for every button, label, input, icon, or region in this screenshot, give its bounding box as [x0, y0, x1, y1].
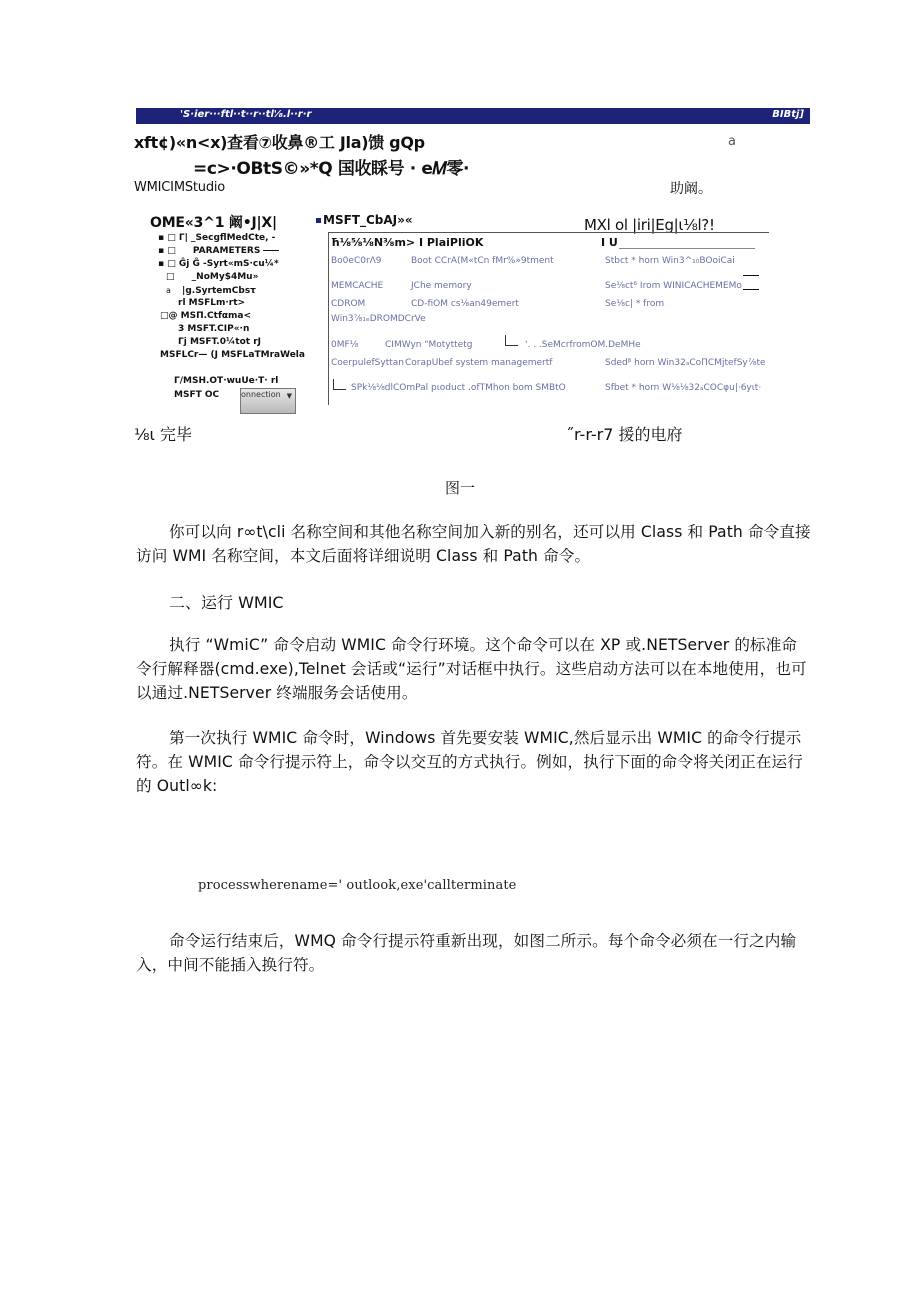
tree-node-label: 3 MSFT.CIP«·n: [178, 324, 250, 334]
dropdown-arrow-icon: ▼: [286, 392, 292, 400]
grid-cell[interactable]: '. . .SeMcrfromOM.DeMHe: [525, 340, 641, 350]
tree-node-label: PARAMETERS: [192, 246, 261, 256]
tree-node-label: MSΠ.Ctfαma<: [180, 311, 252, 321]
grid-mark: [743, 289, 759, 290]
tree-marker: □: [166, 272, 175, 282]
tree-node[interactable]: [158, 245, 279, 258]
class-name-label: MSFT_CbAJ»«: [323, 213, 413, 227]
grid-cell[interactable]: MEMCACHE: [331, 281, 384, 291]
grid-header-right[interactable]: I U: [601, 236, 618, 249]
instances-grid: [328, 232, 769, 405]
tree-divider: [263, 250, 279, 251]
tree-marker: □@: [160, 311, 178, 321]
tree-node-label: rl MSFLm·rt>: [178, 298, 246, 308]
menu-bar-tail: a: [728, 134, 736, 149]
window-titlebar: [136, 108, 810, 124]
grid-cell[interactable]: Sfbet * horn W⅛⅛32ₐCOCφu|·6yιt·: [605, 383, 762, 393]
toolbar[interactable]: =c>·OBtS©»*Q 国收睬号 · e𝑀零·: [193, 159, 470, 179]
tree-node[interactable]: [178, 336, 261, 349]
tree-node[interactable]: [160, 349, 305, 362]
grid-header-left[interactable]: ħ⅛⅝⅛N⅜m> I PlaiPliOK: [331, 236, 484, 249]
grid-cell[interactable]: Win3⅞₁ₑDROMDCrVe: [331, 314, 426, 324]
grid-cell[interactable]: CD-fiOM cs⅛an49emert: [411, 299, 519, 309]
window-title: 'S·ier···ftl··t··r··tl'⁄₈.l··r·r: [180, 109, 312, 120]
tree-node-label: MSFT OC: [174, 390, 220, 400]
tree-node-label: _NoMy$4Mu»: [191, 272, 259, 282]
grid-cell[interactable]: Stbct * horn Win3^₁₀BOoiCai: [605, 256, 735, 266]
window-controls[interactable]: BIBtj]: [772, 109, 804, 120]
class-explorer-title: OME«3^1 阚•J|X|: [150, 215, 277, 231]
tree-node-label: Γj MSFT.0¼tot rJ: [178, 337, 262, 347]
connection-button[interactable]: [240, 388, 296, 414]
grid-marker-icon: [333, 379, 346, 390]
grid-cell[interactable]: SPk⅛⅛dlCOmPal pιoduct .ofTMhon bom SMBtO: [351, 383, 566, 393]
grid-cell[interactable]: Se⅛ct⁶ Irom WINICACHEMEMo: [605, 281, 742, 291]
tree-node[interactable]: [174, 389, 219, 402]
paragraph: 执行 “WmiC” 命令启动 WMIC 命令行环境。这个命令可以在 XP 或.NETServer 的标准命令行解释器(cmd.exe),Telnet 会话或“运行”对话框中执行。这些启动方法可以在本地使用，也可以通过.NETServer 终端服务会话使用。: [136, 636, 807, 702]
tree-marker: ▪ □ Γ|: [158, 233, 188, 243]
grid-cell[interactable]: CorapUbef system managemertf: [405, 358, 553, 368]
grid-marker-icon: [505, 335, 518, 346]
figure-caption: 图一: [444, 479, 475, 497]
paragraph: 你可以向 r∞t\cli 名称空间和其他名称空间加入新的别名，还可以用 Class 和 Path 命令直接访问 WMI 名称空间，本文后面将详细说明 Class 和 Path 命令。: [136, 523, 811, 565]
grid-cell[interactable]: Boot CCrA(M«tCn fMr%»9tment: [411, 256, 554, 266]
grid-cell[interactable]: Bo0eC0rΛ9: [331, 256, 382, 266]
tree-node[interactable]: [158, 258, 279, 271]
grid-mark: [743, 275, 759, 276]
tree-marker: a: [166, 286, 171, 295]
menu-bar[interactable]: xft¢)«n<x)查看⑦收鼻®工 Jla)馈 gQp: [134, 133, 425, 152]
grid-header-line: [619, 248, 755, 249]
class-icon: [316, 218, 321, 223]
help-button[interactable]: 助阚。: [670, 181, 712, 197]
tree-node[interactable]: [174, 375, 278, 388]
tree-node-label: Γ/MSH.OT·wuUe·T· rl: [174, 376, 279, 386]
paragraph: 第一次执行 WMIC 命令时，Windows 首先要安装 WMIC,然后显示出 WMIC 的命令行提示符。在 WMIC 命令行提示符上，命令以交互的方式执行。例如，执行下面的命令将关闭正在运行的 Outl∞k:: [136, 729, 803, 795]
status-bar-right: ˝r-r-r7 援的电府: [566, 425, 683, 444]
grid-cell[interactable]: CIMWyn "Motyttetg: [385, 340, 473, 350]
tree-node[interactable]: [178, 297, 245, 310]
grid-cell[interactable]: Se⅛c| * from: [605, 299, 665, 309]
tree-node[interactable]: [158, 232, 275, 245]
tree-node-label: MSFLCr— (J MSFLaTMraWela: [160, 350, 305, 360]
grid-cell[interactable]: 0MF⅛: [331, 340, 359, 350]
tree-marker: ▪ □: [158, 246, 176, 256]
paragraph: 命令运行结束后，WMQ 命令行提示符重新出现，如图二所示。每个命令必须在一行之内输入，中间不能插入换行符。: [136, 932, 797, 974]
status-bar-left: ⅛ι 完毕: [134, 425, 193, 444]
grid-cell[interactable]: JChe memory: [411, 281, 472, 291]
tree-node[interactable]: [166, 271, 258, 284]
tree-node-label: Ĝ -Syrt«mS·cu¼*: [192, 259, 279, 269]
tree-node[interactable]: [178, 323, 249, 336]
grid-cell[interactable]: CDROM: [331, 299, 366, 309]
properties-toolbar[interactable]: MXl ol |iri|Eg|ι⅛l?!: [584, 216, 715, 234]
grid-cell[interactable]: Sdedᵝ horn Win32ₐCoΠCMjtefSy⅞te: [605, 358, 766, 368]
tree-node[interactable]: [166, 284, 256, 298]
app-name: WMICIMStudio: [134, 180, 226, 195]
class-name-title: [316, 213, 413, 227]
tree-node[interactable]: [160, 310, 251, 323]
tree-node-label: _SecgflMedCte, -: [191, 233, 276, 243]
tree-node-label: |g.SyrtemCbsτ: [182, 286, 256, 296]
code-line: processwherename=' outlook,exe'callterminate: [198, 878, 517, 893]
tree-marker: ▪ □ Ĝj: [158, 259, 190, 269]
connection-button-label: onnection: [241, 390, 281, 399]
section-heading: 二、运行 WMIC: [169, 593, 284, 612]
grid-cell[interactable]: CoerpulefSyttan: [331, 358, 404, 368]
